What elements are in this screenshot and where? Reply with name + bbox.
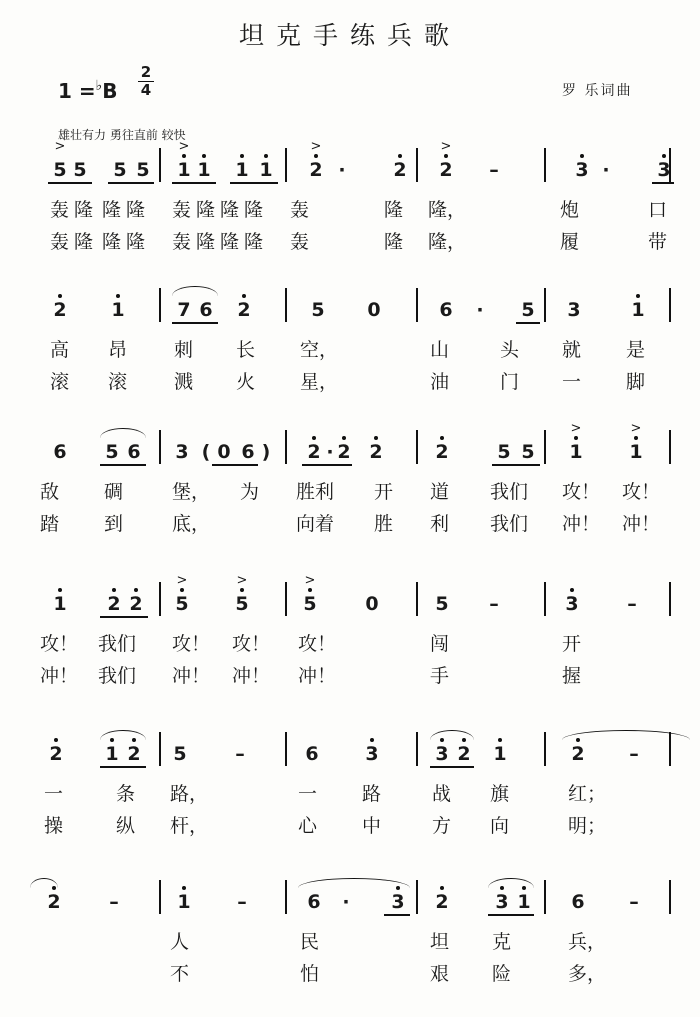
- note: 2: [393, 159, 407, 181]
- beam-line: [488, 914, 534, 916]
- note: (: [201, 441, 211, 463]
- lyric-word: 火: [236, 371, 256, 393]
- tempo-marking: 雄壮有力 勇往直前 较快: [58, 128, 186, 142]
- note: –: [629, 743, 639, 765]
- barline: [669, 288, 671, 322]
- note: 1: [629, 441, 643, 463]
- meter-bottom: 4: [138, 81, 154, 99]
- staff-system: [0, 878, 700, 1017]
- lyric-word: 炮: [560, 199, 580, 221]
- barline: [544, 430, 546, 464]
- note: ·: [342, 891, 350, 913]
- octave-dot: [580, 154, 584, 158]
- octave-dot: [370, 738, 374, 742]
- note: 5: [311, 299, 325, 321]
- octave-dot: [112, 588, 116, 592]
- lyric-word: 脚: [626, 371, 646, 393]
- note: 2: [49, 743, 63, 765]
- note: –: [489, 159, 499, 181]
- octave-dot: [314, 154, 318, 158]
- octave-dot: [264, 154, 268, 158]
- beam-line: [302, 464, 352, 466]
- note: 1: [105, 743, 119, 765]
- accent-mark: >: [54, 139, 66, 154]
- note: 5: [497, 441, 511, 463]
- lyric-word: 油: [430, 371, 450, 393]
- note: –: [627, 593, 637, 615]
- lyric-word: 克: [492, 931, 512, 953]
- note: 6: [571, 891, 585, 913]
- lyric-word: 闯: [430, 633, 450, 655]
- octave-dot: [182, 886, 186, 890]
- composer-credit: 罗 乐词曲: [562, 83, 633, 99]
- lyric-word: 是: [626, 339, 646, 361]
- lyric-word: 开: [562, 633, 582, 655]
- octave-dot: [54, 738, 58, 742]
- lyric-word: 路，: [170, 783, 209, 805]
- octave-dot: [374, 436, 378, 440]
- lyric-word: 冲！: [298, 665, 337, 687]
- lyric-word: 多，: [568, 963, 607, 985]
- note: 1: [569, 441, 583, 463]
- barline: [416, 148, 418, 182]
- lyric-word: 冲！: [622, 513, 661, 535]
- note: 3: [565, 593, 579, 615]
- accent-mark: >: [178, 139, 190, 154]
- lyric-word: 隆: [126, 231, 146, 253]
- note: 5: [73, 159, 87, 181]
- note: 3: [435, 743, 449, 765]
- slur-arc: [172, 286, 218, 296]
- note: 5: [53, 159, 67, 181]
- lyric-word: 隆: [244, 199, 264, 221]
- barline: [544, 732, 546, 766]
- lyric-word: 手: [430, 665, 450, 687]
- note: 6: [439, 299, 453, 321]
- octave-dot: [134, 588, 138, 592]
- barline: [544, 880, 546, 914]
- lyric-word: 隆: [244, 231, 264, 253]
- note: –: [489, 593, 499, 615]
- song-title: 坦克手练兵歌: [238, 21, 461, 50]
- note: 2: [107, 593, 121, 615]
- lyric-word: 履: [560, 231, 580, 253]
- lyric-word: 堡，: [172, 481, 211, 503]
- lyric-word: 溅: [174, 371, 194, 393]
- lyric-word: 隆: [74, 231, 94, 253]
- lyric-word: 隆: [196, 231, 216, 253]
- note: 5: [173, 743, 187, 765]
- staff-system: [0, 286, 700, 426]
- octave-dot: [312, 436, 316, 440]
- time-signature: [138, 64, 154, 99]
- barline: [159, 582, 161, 616]
- note: 2: [439, 159, 453, 181]
- note: 2: [307, 441, 321, 463]
- staff-system: [0, 421, 700, 568]
- lyric-word: 滚: [50, 371, 70, 393]
- note: 3: [495, 891, 509, 913]
- octave-dot: [440, 436, 444, 440]
- lyric-word: 红；: [568, 783, 607, 805]
- beam-line: [652, 182, 674, 184]
- note: 0: [365, 593, 379, 615]
- lyric-word: 攻！: [172, 633, 211, 655]
- lyric-word: 带: [648, 231, 668, 253]
- note: ): [261, 441, 271, 463]
- beam-line: [430, 766, 474, 768]
- lyric-word: 开: [374, 481, 394, 503]
- beam-line: [212, 464, 258, 466]
- note: 3: [175, 441, 189, 463]
- note: 5: [521, 441, 535, 463]
- lyric-word: 战: [432, 783, 452, 805]
- note: 6: [127, 441, 141, 463]
- note: 2: [337, 441, 351, 463]
- note: 5: [303, 593, 317, 615]
- lyric-word: 险: [492, 963, 512, 985]
- lyric-word: 我们: [490, 513, 529, 535]
- beam-line: [108, 182, 154, 184]
- slur-arc: [100, 730, 146, 740]
- staff-system: [0, 139, 700, 286]
- note: 2: [457, 743, 471, 765]
- lyric-word: 路: [362, 783, 382, 805]
- lyric-word: 隆: [384, 199, 404, 221]
- staff-system: [0, 730, 700, 870]
- octave-dot: [636, 294, 640, 298]
- note: 1: [53, 593, 67, 615]
- lyric-word: 我们: [98, 665, 137, 687]
- barline: [544, 582, 546, 616]
- octave-dot: [308, 588, 312, 592]
- lyric-word: 一: [298, 783, 318, 805]
- note: 2: [47, 891, 61, 913]
- accent-mark: >: [176, 573, 188, 588]
- octave-dot: [662, 154, 666, 158]
- lyric-word: 轰: [50, 231, 70, 253]
- octave-dot: [202, 154, 206, 158]
- lyric-word: 底，: [172, 513, 211, 535]
- lyric-word: 杆，: [170, 815, 209, 837]
- note: 5: [136, 159, 150, 181]
- lyric-word: 民: [300, 931, 320, 953]
- note: –: [629, 891, 639, 913]
- note: 6: [199, 299, 213, 321]
- note: 5: [435, 593, 449, 615]
- lyric-word: 利: [430, 513, 450, 535]
- lyric-word: 轰: [172, 231, 192, 253]
- octave-dot: [116, 294, 120, 298]
- lyric-word: 隆: [102, 231, 122, 253]
- octave-dot: [634, 436, 638, 440]
- barline: [416, 430, 418, 464]
- note: 1: [259, 159, 273, 181]
- note: 3: [567, 299, 581, 321]
- lyric-word: 攻！: [40, 633, 79, 655]
- note: 1: [177, 159, 191, 181]
- slur-arc: [562, 730, 690, 740]
- accent-mark: >: [310, 139, 322, 154]
- note: 5: [175, 593, 189, 615]
- octave-dot: [440, 886, 444, 890]
- note: 0: [217, 441, 231, 463]
- accent-mark: >: [236, 573, 248, 588]
- lyric-word: 胜: [374, 513, 394, 535]
- lyric-word: 昂: [108, 339, 128, 361]
- note: 5: [113, 159, 127, 181]
- octave-dot: [180, 588, 184, 592]
- note: 0: [367, 299, 381, 321]
- note: 2: [369, 441, 383, 463]
- octave-dot: [182, 154, 186, 158]
- barline: [416, 582, 418, 616]
- lyric-word: 门: [500, 371, 520, 393]
- barline: [544, 148, 546, 182]
- beam-line: [100, 766, 146, 768]
- lyric-word: 攻！: [622, 481, 661, 503]
- key-signature: [58, 78, 118, 103]
- note: 7: [177, 299, 191, 321]
- lyric-word: 隆: [126, 199, 146, 221]
- barline: [159, 148, 161, 182]
- note: 6: [307, 891, 321, 913]
- note: ·: [602, 159, 610, 181]
- note: 1: [177, 891, 191, 913]
- octave-dot: [58, 588, 62, 592]
- slur-arc: [298, 878, 410, 888]
- octave-dot: [58, 294, 62, 298]
- note: 3: [391, 891, 405, 913]
- lyric-word: 高: [50, 339, 70, 361]
- lyric-word: 操: [44, 815, 64, 837]
- octave-dot: [240, 588, 244, 592]
- note: –: [235, 743, 245, 765]
- note: 1: [111, 299, 125, 321]
- beam-line: [384, 914, 410, 916]
- barline: [416, 880, 418, 914]
- note: 1: [493, 743, 507, 765]
- lyric-word: 隆: [220, 199, 240, 221]
- slur-arc: [430, 730, 474, 740]
- note: 2: [53, 299, 67, 321]
- lyric-word: 隆: [102, 199, 122, 221]
- lyric-word: 道: [430, 481, 450, 503]
- note: 3: [365, 743, 379, 765]
- lyric-word: 轰: [290, 231, 310, 253]
- lyric-word: 冲！: [40, 665, 79, 687]
- lyric-word: 就: [562, 339, 582, 361]
- note: 1: [197, 159, 211, 181]
- note: 3: [575, 159, 589, 181]
- note: 3: [657, 159, 671, 181]
- lyric-word: 冲！: [172, 665, 211, 687]
- barline: [159, 732, 161, 766]
- meter-top: 2: [140, 63, 152, 81]
- lyric-word: 攻！: [298, 633, 337, 655]
- lyric-word: 握: [562, 665, 582, 687]
- lyric-word: 空，: [300, 339, 339, 361]
- lyric-word: 坦: [430, 931, 450, 953]
- lyric-word: 星，: [300, 371, 339, 393]
- barline: [285, 582, 287, 616]
- lyric-word: 胜利: [296, 481, 335, 503]
- lyric-word: 中: [362, 815, 382, 837]
- note: 2: [127, 743, 141, 765]
- octave-dot: [342, 436, 346, 440]
- note: 1: [631, 299, 645, 321]
- lyric-word: 一: [44, 783, 64, 805]
- lyric-word: 到: [104, 513, 124, 535]
- note: 1: [235, 159, 249, 181]
- lyric-word: 攻！: [562, 481, 601, 503]
- barline: [285, 148, 287, 182]
- octave-dot: [498, 738, 502, 742]
- lyric-word: 攻！: [232, 633, 271, 655]
- barline: [669, 430, 671, 464]
- accent-mark: >: [570, 421, 582, 436]
- beam-line: [100, 464, 146, 466]
- lyric-word: 隆，: [428, 231, 467, 253]
- lyric-word: 轰: [290, 199, 310, 221]
- beam-line: [230, 182, 278, 184]
- octave-dot: [398, 154, 402, 158]
- barline: [544, 288, 546, 322]
- lyric-word: 隆: [384, 231, 404, 253]
- lyric-word: 轰: [172, 199, 192, 221]
- octave-dot: [574, 436, 578, 440]
- lyric-word: 条: [116, 783, 136, 805]
- note: 6: [241, 441, 255, 463]
- beam-line: [172, 322, 218, 324]
- flat-icon: ♭: [95, 78, 103, 94]
- barline: [285, 430, 287, 464]
- note: 2: [435, 441, 449, 463]
- lyric-word: 轰: [50, 199, 70, 221]
- accent-mark: >: [440, 139, 452, 154]
- lyric-word: 一: [562, 371, 582, 393]
- beam-line: [516, 322, 540, 324]
- octave-dot: [242, 294, 246, 298]
- lyric-word: 长: [236, 339, 256, 361]
- lyric-word: 为: [240, 481, 260, 503]
- lyric-word: 向: [490, 815, 510, 837]
- barline: [416, 732, 418, 766]
- lyric-word: 碉: [104, 481, 124, 503]
- lyric-word: 冲！: [562, 513, 601, 535]
- barline: [669, 582, 671, 616]
- barline: [285, 288, 287, 322]
- beam-line: [172, 182, 216, 184]
- barline: [159, 880, 161, 914]
- note: –: [237, 891, 247, 913]
- beam-line: [48, 182, 92, 184]
- lyric-word: 向着: [296, 513, 335, 535]
- note: 6: [305, 743, 319, 765]
- lyric-word: 艰: [430, 963, 450, 985]
- lyric-word: 隆，: [428, 199, 467, 221]
- slur-arc: [100, 428, 146, 438]
- note: ·: [476, 299, 484, 321]
- lyric-word: 旗: [490, 783, 510, 805]
- lyric-word: 口: [648, 199, 668, 221]
- key-note: B: [102, 79, 118, 103]
- lyric-word: 不: [170, 963, 190, 985]
- lyric-word: 隆: [196, 199, 216, 221]
- lyric-word: 我们: [490, 481, 529, 503]
- beam-line: [100, 616, 148, 618]
- lyric-word: 隆: [220, 231, 240, 253]
- note: ·: [326, 441, 334, 463]
- lyric-word: 纵: [116, 815, 136, 837]
- octave-dot: [570, 588, 574, 592]
- lyric-word: 人: [170, 931, 190, 953]
- staff-system: [0, 573, 700, 720]
- note: 5: [521, 299, 535, 321]
- lyric-word: 兵，: [568, 931, 607, 953]
- octave-dot: [240, 154, 244, 158]
- lyric-word: 心: [298, 815, 318, 837]
- note: ·: [338, 159, 346, 181]
- lyric-word: 踏: [40, 513, 60, 535]
- barline: [285, 880, 287, 914]
- lyric-word: 怕: [300, 963, 320, 985]
- note: 1: [517, 891, 531, 913]
- note: 2: [129, 593, 143, 615]
- accent-mark: >: [304, 573, 316, 588]
- barline: [416, 288, 418, 322]
- slur-arc: [30, 878, 58, 888]
- note: 5: [105, 441, 119, 463]
- note: 5: [235, 593, 249, 615]
- barline: [159, 430, 161, 464]
- lyric-word: 头: [500, 339, 520, 361]
- key-prefix: 1 =: [58, 79, 96, 103]
- barline: [669, 880, 671, 914]
- barline: [159, 288, 161, 322]
- lyric-word: 山: [430, 339, 450, 361]
- lyric-word: 方: [432, 815, 452, 837]
- note: 2: [571, 743, 585, 765]
- note: 2: [435, 891, 449, 913]
- octave-dot: [444, 154, 448, 158]
- note: 6: [53, 441, 67, 463]
- lyric-word: 隆: [74, 199, 94, 221]
- note: –: [109, 891, 119, 913]
- barline: [285, 732, 287, 766]
- slur-arc: [488, 878, 534, 888]
- lyric-word: 滚: [108, 371, 128, 393]
- beam-line: [492, 464, 540, 466]
- note: 2: [309, 159, 323, 181]
- lyric-word: 明；: [568, 815, 607, 837]
- accent-mark: >: [630, 421, 642, 436]
- lyric-word: 我们: [98, 633, 137, 655]
- lyric-word: 冲！: [232, 665, 271, 687]
- lyric-word: 敌: [40, 481, 60, 503]
- note: 2: [237, 299, 251, 321]
- lyric-word: 刺: [174, 339, 194, 361]
